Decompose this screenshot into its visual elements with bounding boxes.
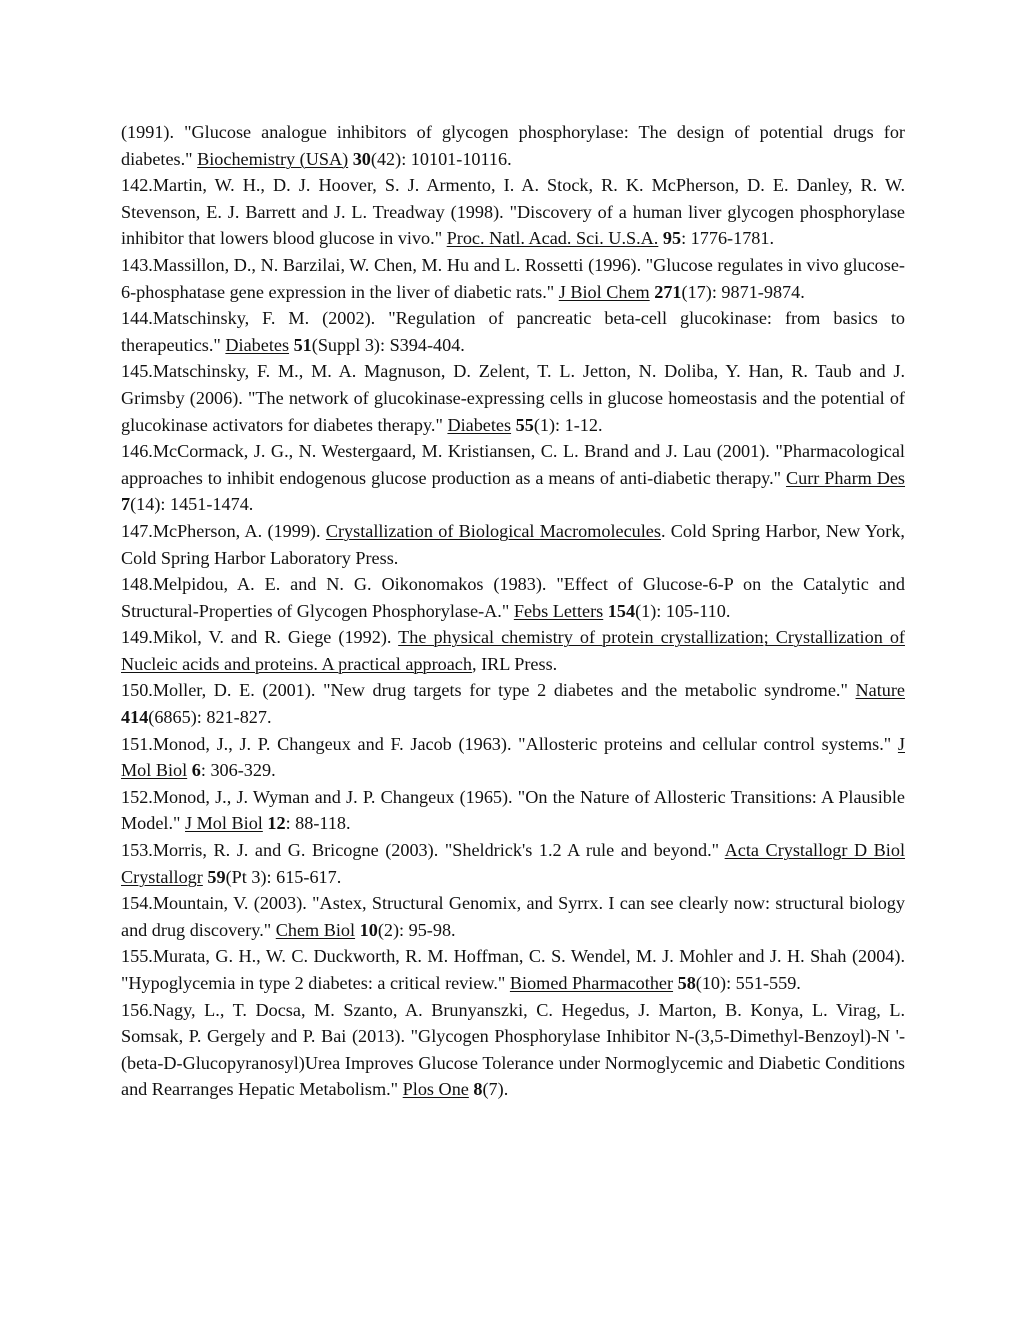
reference-entry	[121, 624, 905, 677]
reference-text: (1991). "Glucose analogue inhibitors of glycogen phosphorylase: The design of potential drugs for diabetes."	[121, 122, 905, 169]
reference-number: 153.	[121, 840, 153, 861]
reference-text: : 306-329.	[200, 760, 276, 781]
reference-text: (1): 105-110.	[635, 600, 731, 621]
reference-source: Diabetes	[225, 334, 290, 355]
reference-source: Diabetes	[447, 414, 512, 435]
reference-entry	[121, 997, 905, 1103]
reference-text: : 88-118.	[285, 813, 351, 834]
reference-text: (2): 95-98.	[377, 919, 456, 940]
reference-volume: 271	[654, 281, 682, 302]
reference-number: 144.	[121, 308, 153, 329]
reference-source: Curr Pharm Des	[786, 467, 906, 488]
reference-text: Massillon, D., N. Barzilai, W. Chen, M. Hu and L. Rossetti (1996). "Glucose regulates in vivo glucose-6-phosphatase gene expression in the liver of diabetic rats."	[121, 254, 905, 302]
reference-text: Moller, D. E. (2001). "New drug targets for type 2 diabetes and the metabolic syndrome."	[152, 680, 856, 701]
reference-source: Crystallization of Biological Macromolecules	[325, 520, 661, 541]
reference-entry	[121, 677, 905, 730]
reference-source: Proc. Natl. Acad. Sci. U.S.A.	[446, 228, 659, 249]
reference-entry	[121, 438, 905, 518]
reference-number: 152.	[121, 786, 153, 807]
reference-volume: 55	[515, 414, 534, 435]
reference-number: 156.	[121, 999, 153, 1020]
reference-volume: 6	[191, 760, 201, 781]
reference-text: Monod, J., J. P. Changeux and F. Jacob (1963). "Allosteric proteins and cellular control systems."	[152, 733, 898, 754]
reference-source: Chem Biol	[275, 919, 356, 940]
reference-text: Murata, G. H., W. C. Duckworth, R. M. Hoffman, C. S. Wendel, M. J. Mohler and J. H. Shah (2004). "Hypoglycemia in type 2 diabetes: a critical review."	[121, 946, 905, 993]
reference-volume: 58	[677, 973, 696, 993]
reference-number: 154.	[121, 893, 153, 914]
reference-source: Febs Letters	[513, 600, 604, 621]
reference-text: (6865): 821-827.	[148, 707, 272, 728]
reference-entry	[121, 172, 905, 252]
reference-number: 148.	[121, 574, 153, 595]
reference-text: , IRL Press.	[471, 653, 558, 674]
reference-volume: 10	[359, 919, 378, 940]
reference-entry	[121, 358, 905, 438]
reference-text: Mountain, V. (2003). "Astex, Structural Genomix, and Syrrx. I can see clearly now: structural biology and drug discovery."	[121, 893, 905, 940]
reference-text: Matschinsky, F. M., M. A. Magnuson, D. Zelent, T. L. Jetton, N. Doliba, Y. Han, R. Taub and J. Grimsby (2006). "The network of glucokinase-expressing cells in glucose homeostasis and the potential of glucokinase activators for diabetes therapy."	[121, 361, 905, 435]
reference-entry	[121, 571, 905, 624]
reference-text: . Cold Spring Harbor, New York, Cold Spring Harbor Laboratory Press.	[121, 520, 905, 568]
reference-number: 143.	[121, 254, 153, 275]
reference-entry	[121, 943, 905, 996]
reference-number: 146.	[121, 441, 153, 462]
reference-text: Martin, W. H., D. J. Hoover, S. J. Armento, I. A. Stock, R. K. McPherson, D. E. Danley, R. W. Stevenson, E. J. Barrett and J. L. Treadway (1998). "Discovery of a human liver glycogen phosphorylase inhibitor that lowers blood glucose in vivo."	[121, 175, 905, 249]
reference-source: Acta Crystallogr D Biol Crystallogr	[121, 840, 906, 887]
reference-source: J Mol Biol	[185, 813, 263, 834]
reference-entry	[121, 890, 905, 943]
reference-text: Monod, J., J. Wyman and J. P. Changeux (1965). "On the Nature of Allosteric Transitions: A Plausible Model."	[121, 786, 905, 834]
reference-source: Plos One	[402, 1079, 469, 1100]
reference-list	[121, 119, 905, 1103]
reference-source: Nature	[855, 680, 905, 701]
reference-source: J Biol Chem	[558, 281, 650, 302]
reference-number: 142.	[121, 175, 153, 196]
reference-number: 155.	[121, 946, 153, 967]
reference-text: McCormack, J. G., N. Westergaard, M. Kristiansen, C. L. Brand and J. Lau (2001). "Pharmacological approaches to inhibit endogenous glucose production as a means of anti-diabetic therapy."	[121, 441, 905, 488]
reference-entry	[121, 252, 905, 305]
reference-volume: 12	[267, 813, 286, 834]
reference-text: (7).	[482, 1079, 509, 1100]
reference-text: Nagy, L., T. Docsa, M. Szanto, A. Brunyanszki, C. Hegedus, J. Marton, B. Konya, L. Virag, L. Somsak, P. Gergely and P. Bai (2013). "Glycogen Phosphorylase Inhibitor N-(3,5-Dimethyl-Benzoyl)-N '-(beta-D-Glucopyranosyl)Urea Improves Glucose Tolerance under Normoglycemic and Diabetic Conditions and Rearranges Hepatic Metabolism."	[121, 999, 905, 1100]
reference-volume: 30	[352, 148, 371, 169]
reference-number: 145.	[121, 361, 153, 382]
reference-source: J Mol Biol	[121, 733, 905, 781]
reference-source: Biomed Pharmacother	[509, 973, 674, 993]
reference-entry	[121, 784, 905, 837]
reference-number: 150.	[121, 680, 153, 701]
reference-volume: 414	[121, 707, 149, 728]
reference-volume: 59	[207, 866, 226, 887]
reference-number: 149.	[121, 627, 153, 648]
reference-text: (10): 551-559.	[695, 973, 801, 993]
reference-number: 151.	[121, 733, 153, 754]
reference-volume: 8	[473, 1079, 483, 1100]
reference-text: (17): 9871-9874.	[681, 281, 805, 302]
reference-source: The physical chemistry of protein crystallization; Crystallization of Nucleic acids and proteins. A practical approach	[121, 627, 905, 674]
reference-text: Melpidou, A. E. and N. G. Oikonomakos (1983). "Effect of Glucose-6-P on the Catalytic and Structural-Properties of Glycogen Phosphorylase-A."	[121, 574, 905, 621]
reference-entry	[121, 731, 905, 784]
reference-text: (14): 1451-1474.	[130, 494, 254, 515]
reference-volume: 51	[293, 334, 312, 355]
reference-entry	[121, 305, 905, 358]
reference-text: Matschinsky, F. M. (2002). "Regulation of pancreatic beta-cell glucokinase: from basics to therapeutics."	[121, 308, 905, 355]
reference-text: : 1776-1781.	[681, 228, 775, 249]
reference-entry	[121, 119, 905, 172]
reference-text: Mikol, V. and R. Giege (1992).	[152, 627, 399, 648]
reference-volume: 7	[121, 494, 131, 515]
reference-number: 147.	[121, 520, 153, 541]
reference-volume: 95	[662, 228, 682, 249]
reference-volume: 154	[607, 600, 636, 621]
reference-text: McPherson, A. (1999).	[152, 520, 326, 541]
reference-text: (1): 1-12.	[533, 414, 603, 435]
reference-entry	[121, 518, 905, 571]
reference-text: (Pt 3): 615-617.	[225, 866, 342, 887]
reference-entry	[121, 837, 905, 890]
reference-text: (42): 10101-10116.	[370, 148, 512, 169]
reference-text: (Suppl 3): S394-404.	[311, 334, 465, 355]
reference-source: Biochemistry (USA)	[197, 148, 349, 169]
reference-text: Morris, R. J. and G. Bricogne (2003). "Sheldrick's 1.2 A rule and beyond."	[152, 840, 725, 861]
